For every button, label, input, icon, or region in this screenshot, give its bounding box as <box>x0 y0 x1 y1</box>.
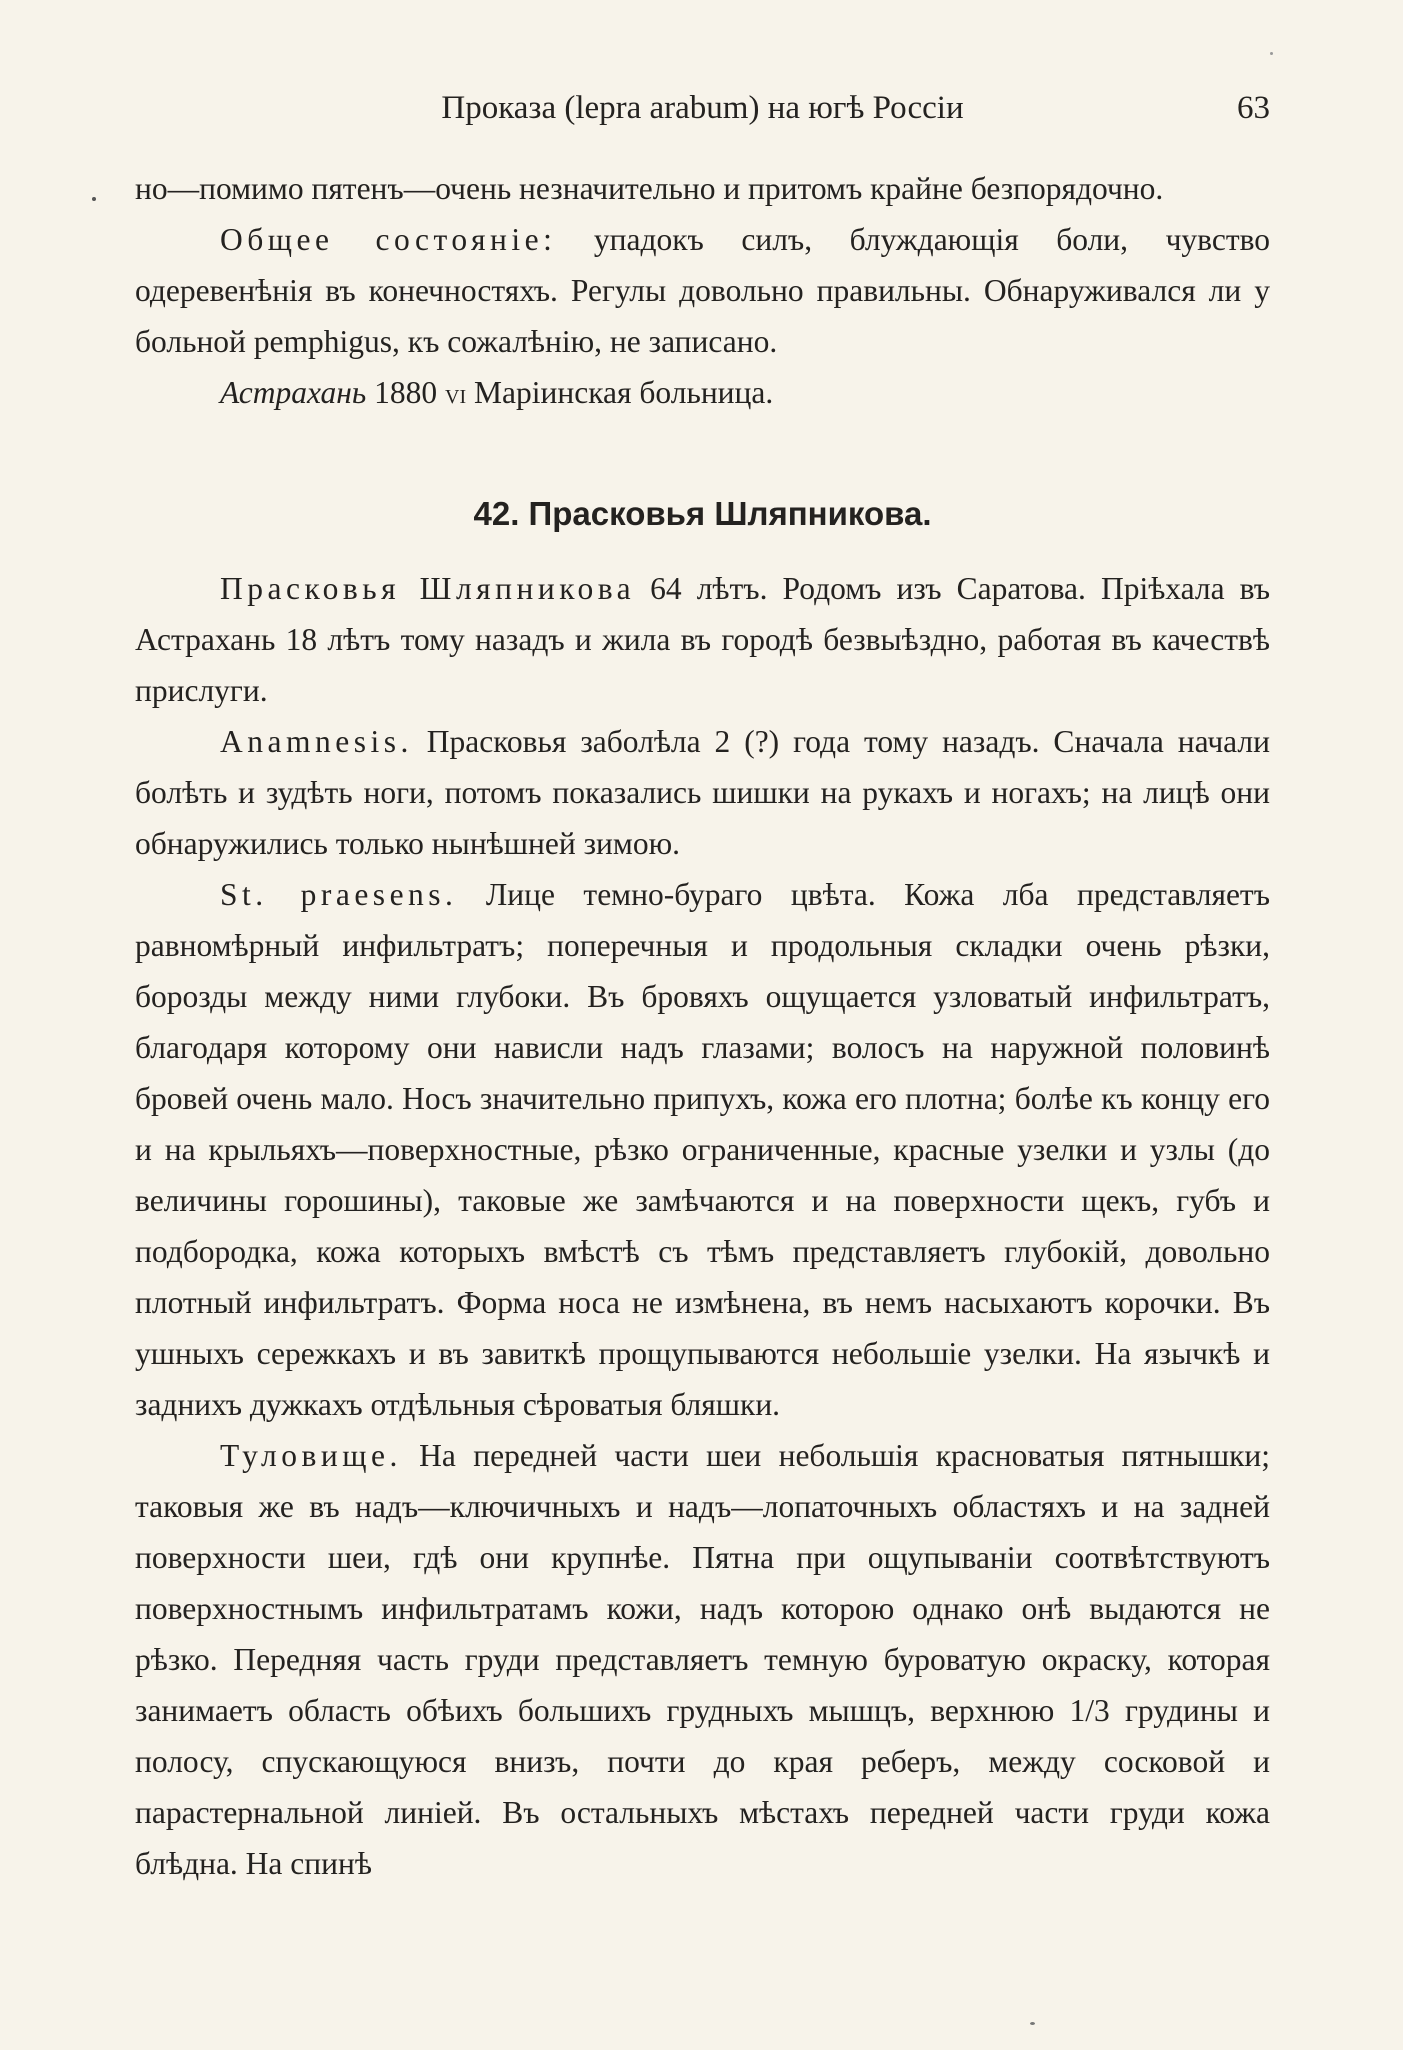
text-run: 1/3 <box>1069 1693 1110 1728</box>
text-run: Маріинская больница. <box>466 375 774 410</box>
run-spaced: St. praesens. <box>220 877 458 912</box>
text-run: Прасковья заболѣла 2 (?) года тому назадъ. Сначала начали болѣть и зудѣть ноги, потомъ показались шишки на рукахъ и ногахъ; на лицѣ они обнаружились только нынѣшней зимою. <box>135 724 1270 861</box>
text-run: 64 лѣтъ. Родомъ изъ Саратова. Пріѣхала въ Астрахань 18 лѣтъ тому назадъ и жила въ городѣ безвыѣздно, работая въ качествѣ прислуги. <box>135 571 1271 708</box>
running-header <box>135 86 1270 130</box>
paragraph <box>135 214 1270 367</box>
margin-dot <box>92 197 96 201</box>
text-run: 1880 <box>366 375 446 410</box>
paragraph <box>135 869 1270 1430</box>
paragraph <box>135 716 1270 869</box>
run-small: VI <box>445 386 467 408</box>
run-spaced: Общее состоянiе: <box>220 222 557 257</box>
body-text <box>135 163 1270 1889</box>
run-spaced: Anamnesis. <box>220 724 413 759</box>
run-spaced: Туловище. <box>220 1438 402 1473</box>
text-run: грудины и полосу, спускающуюся внизъ, почти до края реберъ, между сосковой и парастернальной линіей. Въ остальныхъ мѣстахъ передней части груди кожа блѣдна. На спинѣ <box>135 1693 1270 1881</box>
text-run: упадокъ силъ, блуждающія боли, чувство одеревенѣнія въ конечностяхъ. Регулы довольно правильны. Обнаруживался ли у больной pemphigus, къ сожалѣнію, не записано. <box>135 222 1271 359</box>
run-spaced: Прасковья Шляпникова <box>220 571 636 606</box>
paragraph <box>135 163 1270 214</box>
section-heading: 42. Прасковья Шляпникова. <box>473 495 932 532</box>
paragraph <box>135 563 1270 716</box>
run-italic: Астрахань <box>220 375 367 410</box>
paragraph <box>135 367 1270 423</box>
text-run: На передней части шеи небольшія красноватыя пятнышки; таковыя же въ надъ—ключичныхъ и надъ—лопаточныхъ областяхъ и на задней поверхности шеи, гдѣ они крупнѣе. Пятна при ощупываніи соотвѣтствуютъ поверхностнымъ инфильтратамъ кожи, надъ которою однако онѣ выдаются не рѣзко. Передняя часть груди представляетъ темную буроватую окраску, которая занимаетъ область обѣихъ большихъ грудныхъ мышцъ, верхнюю <box>135 1438 1270 1728</box>
page-number: 63 <box>1237 90 1270 126</box>
text-run: Лице темно-бураго цвѣта. Кожа лба представляетъ равномѣрный инфильтратъ; поперечныя и продольныя складки очень рѣзки, борозды между ними глубоки. Въ бровяхъ ощущается узловатый инфильтратъ, благодаря которому они нависли надъ глазами; волосъ на наружной половинѣ бровей очень мало. Носъ значительно припухъ, кожа его плотна; болѣе къ концу его и на крыльяхъ—поверхностные, рѣзко ограниченные, красные узелки и узлы (до величины горошины), таковые же замѣчаются и на поверхности щекъ, губъ и подбородка, кожа которыхъ вмѣстѣ съ тѣмъ представляетъ глубокій, довольно плотный инфильтратъ. Форма носа не измѣнена, въ немъ насыхаютъ корочки. Въ ушныхъ сережкахъ и въ завиткѣ прощупываются небольшіе узелки. На язычкѣ и заднихъ дужкахъ отдѣльныя сѣроватыя бляшки. <box>135 877 1270 1422</box>
text-run: но—помимо пятенъ—очень незначительно и притомъ крайне безпорядочно. <box>135 171 1164 206</box>
paragraph <box>135 1430 1270 1889</box>
corner-speck <box>1270 52 1273 55</box>
bottom-speck <box>1030 2022 1035 2025</box>
running-title: Проказа (lepra arabum) на югѣ Россіи <box>441 90 964 126</box>
